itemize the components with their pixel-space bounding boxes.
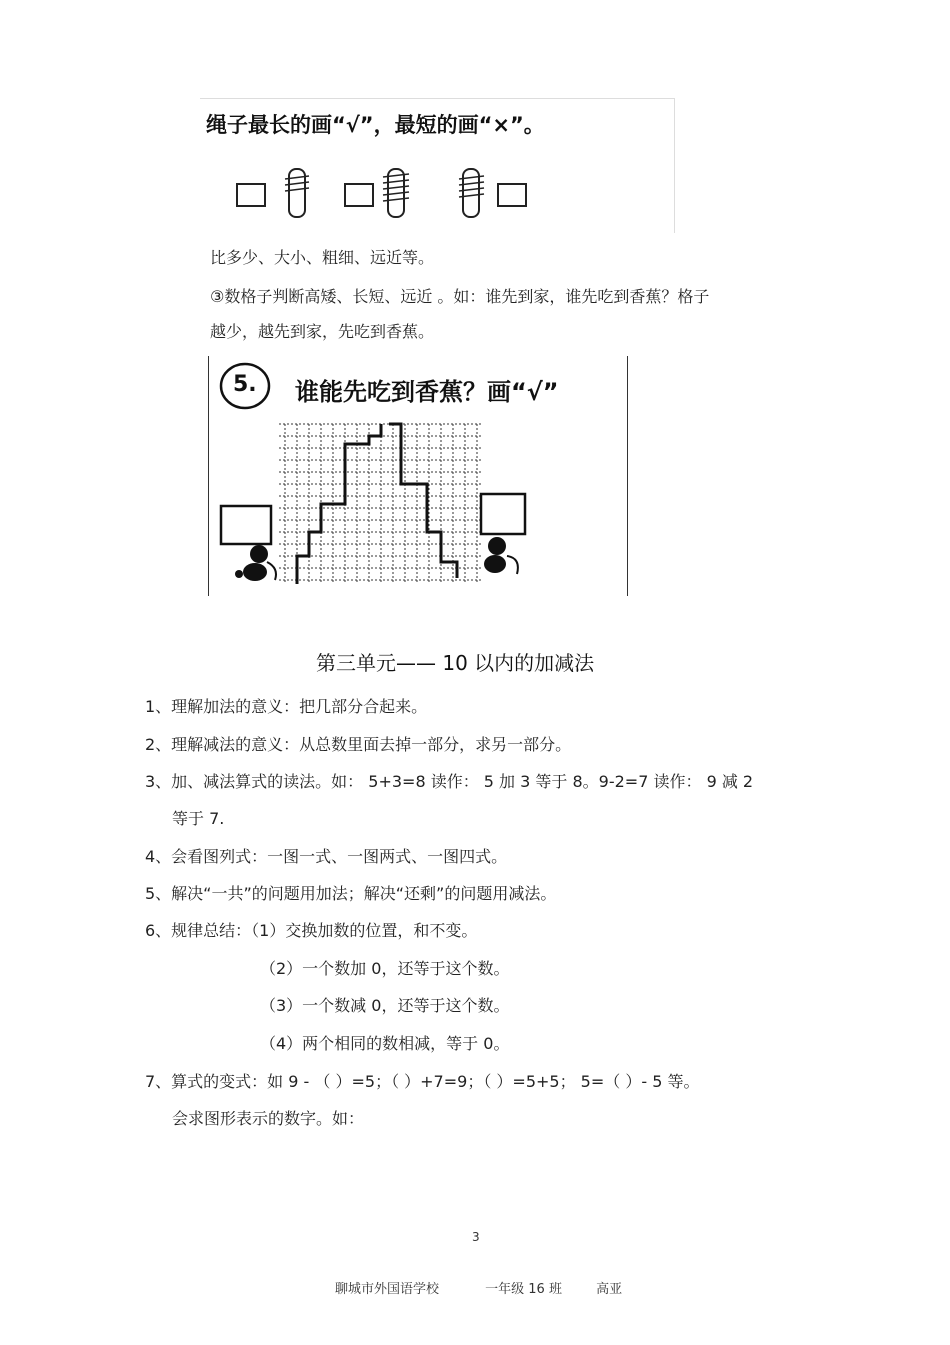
answer-box-1 bbox=[237, 184, 265, 206]
answer-box-2 bbox=[345, 184, 373, 206]
item-7-cont: 会求图形表示的数字。如： bbox=[172, 1109, 365, 1128]
footer-class: 一年级 16 班 bbox=[485, 1282, 562, 1297]
question-number: 5. bbox=[233, 372, 257, 397]
banana-figure-title: 谁能先吃到香蕉？画“√” bbox=[295, 378, 559, 406]
answer-box-3 bbox=[498, 184, 526, 206]
rope-illustration bbox=[200, 99, 674, 233]
item-6: 6、规律总结：（1）交换加数的位置，和不变。 bbox=[145, 921, 478, 940]
item-3-cont: 等于 7. bbox=[172, 809, 225, 828]
page-number: 3 bbox=[472, 1230, 480, 1244]
left-monkey bbox=[235, 545, 276, 581]
item-7: 7、算式的变式：如 9 - （ ）=5；（ ）+7=9；（ ）=5+5； 5=（ ）- 5 等。 bbox=[145, 1072, 700, 1091]
footer-name: 高亚 bbox=[596, 1282, 623, 1297]
text-line-2: ③数格子判断高矮、长短、远近 。如：谁先到家，谁先吃到香蕉？格子 bbox=[210, 287, 710, 306]
dotted-grid bbox=[279, 424, 481, 582]
text-line-1: 比多少、大小、粗细、远近等。 bbox=[210, 248, 435, 267]
rope-pole-2 bbox=[383, 169, 409, 217]
left-answer-box bbox=[221, 506, 271, 544]
footer bbox=[335, 1278, 622, 1297]
section-title: 第三单元—— 10 以内的加减法 bbox=[316, 651, 595, 675]
right-monkey bbox=[484, 537, 518, 574]
item-2: 2、理解减法的意义：从总数里面去掉一部分，求另一部分。 bbox=[145, 735, 572, 754]
rope-pole-3 bbox=[459, 169, 484, 217]
right-answer-box bbox=[481, 494, 525, 534]
banana-figure bbox=[208, 356, 628, 596]
item-6-rule-4: （4）两个相同的数相减，等于 0。 bbox=[260, 1034, 510, 1053]
item-5: 5、解决“一共”的问题用加法；解决“还剩”的问题用减法。 bbox=[145, 884, 557, 903]
footer-school: 聊城市外国语学校 bbox=[335, 1282, 440, 1297]
item-6-rule-3: （3）一个数减 0，还等于这个数。 bbox=[260, 996, 510, 1015]
item-1: 1、理解加法的意义：把几部分合起来。 bbox=[145, 697, 428, 716]
text-line-3: 越少，越先到家，先吃到香蕉。 bbox=[210, 322, 435, 341]
item-3: 3、加、减法算式的读法。如： 5+3=8 读作： 5 加 3 等于 8。9-2=7 读作： 9 减 2 bbox=[145, 772, 754, 791]
item-4: 4、会看图列式：一图一式、一图两式、一图四式。 bbox=[145, 847, 508, 866]
right-path bbox=[389, 424, 457, 578]
rope-pole-1 bbox=[285, 169, 309, 217]
rope-figure-title: 绳子最长的画“√”，最短的画“×”。 bbox=[206, 113, 545, 137]
rope-figure bbox=[200, 98, 675, 233]
item-6-rule-2: （2）一个数加 0，还等于这个数。 bbox=[260, 959, 510, 978]
